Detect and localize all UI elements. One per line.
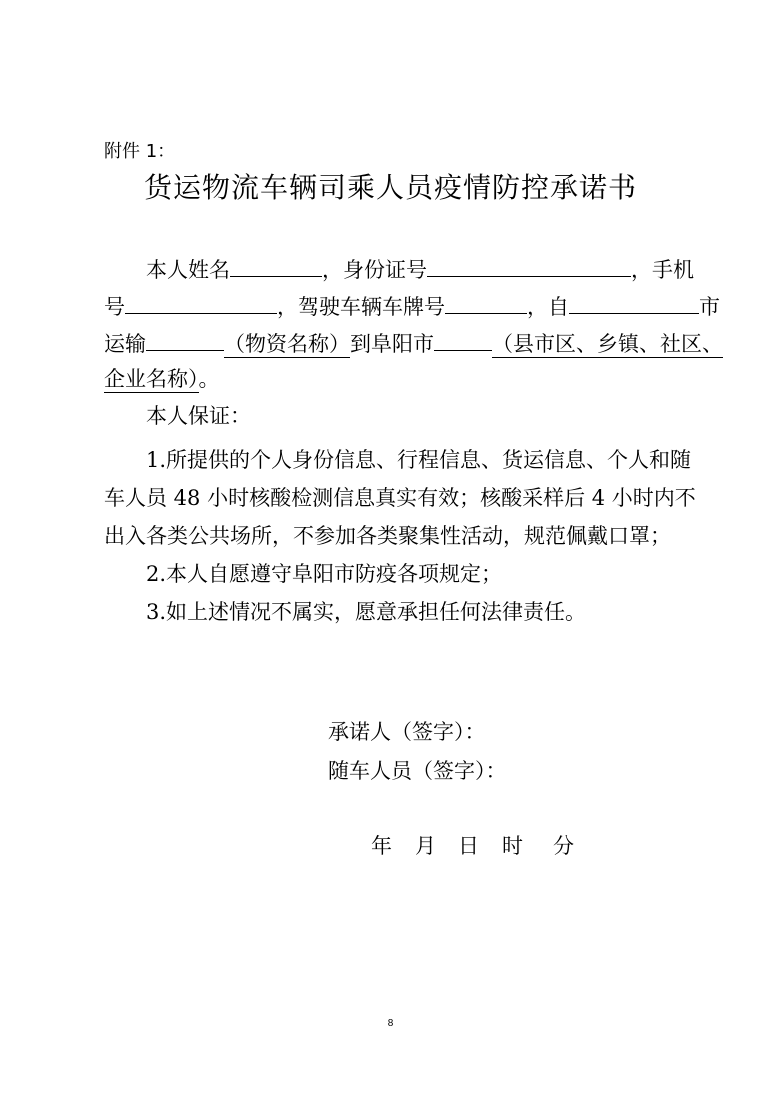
form-line-2 <box>104 291 720 321</box>
from-label: ，自 <box>527 295 569 319</box>
promisor-signature-label: 承诺人（签字）： <box>328 720 486 744</box>
date-month-label: 月 <box>415 834 436 858</box>
document-title: 货运物流车辆司乘人员疫情防控承诺书 <box>143 171 637 204</box>
goods-hint: （物资名称） <box>224 332 350 356</box>
transport-label: 运输 <box>104 332 146 356</box>
phone-label-end: ，手机 <box>631 258 694 282</box>
origin-city-field[interactable] <box>569 291 699 314</box>
plate-label: ，驾驶车辆车牌号 <box>277 295 445 319</box>
companion-signature-label: 随车人员（签字）： <box>328 759 507 783</box>
goods-field[interactable] <box>146 328 224 351</box>
item-1-line-3: 出入各类公共场所，不参加各类聚集性活动，规范佩戴口罩； <box>104 524 671 548</box>
date-minute-label: 分 <box>553 834 574 858</box>
attachment-label: 附件 1： <box>104 141 176 162</box>
guarantee-heading: 本人保证： <box>146 404 251 428</box>
place-hint-1: （县市区、乡镇、社区、 <box>492 332 723 356</box>
item-3: 3.如上述情况不属实，愿意承担任何法律责任。 <box>146 600 587 624</box>
phone-label-start: 号 <box>104 295 125 319</box>
form-line-4 <box>104 365 220 393</box>
id-number-field[interactable] <box>427 254 631 277</box>
item-1-line-2: 车人员 48 小时核酸检测信息真实有效；核酸采样后 4 小时内不 <box>104 486 696 510</box>
phone-field[interactable] <box>125 291 277 314</box>
id-label: ，身份证号 <box>322 258 427 282</box>
item-2: 2.本人自愿遵守阜阳市防疫各项规定； <box>146 562 503 586</box>
form-line-1 <box>146 254 694 284</box>
place-hint-2: 企业名称） <box>104 367 199 391</box>
date-year-label: 年 <box>371 834 392 858</box>
to-label: 到阜阳市 <box>350 332 434 356</box>
name-label: 本人姓名 <box>146 258 230 282</box>
destination-field[interactable] <box>434 328 492 351</box>
date-day-label: 日 <box>458 834 479 858</box>
name-field[interactable] <box>230 254 322 277</box>
item-1-line-1: 1.所提供的个人身份信息、行程信息、货运信息、个人和随 <box>146 448 692 472</box>
plate-field[interactable] <box>445 291 527 314</box>
date-hour-label: 时 <box>502 834 523 858</box>
page-number: 8 <box>387 1018 394 1029</box>
city-suffix: 市 <box>699 295 720 319</box>
end-mark: 。 <box>198 367 220 391</box>
form-line-3 <box>104 328 723 358</box>
